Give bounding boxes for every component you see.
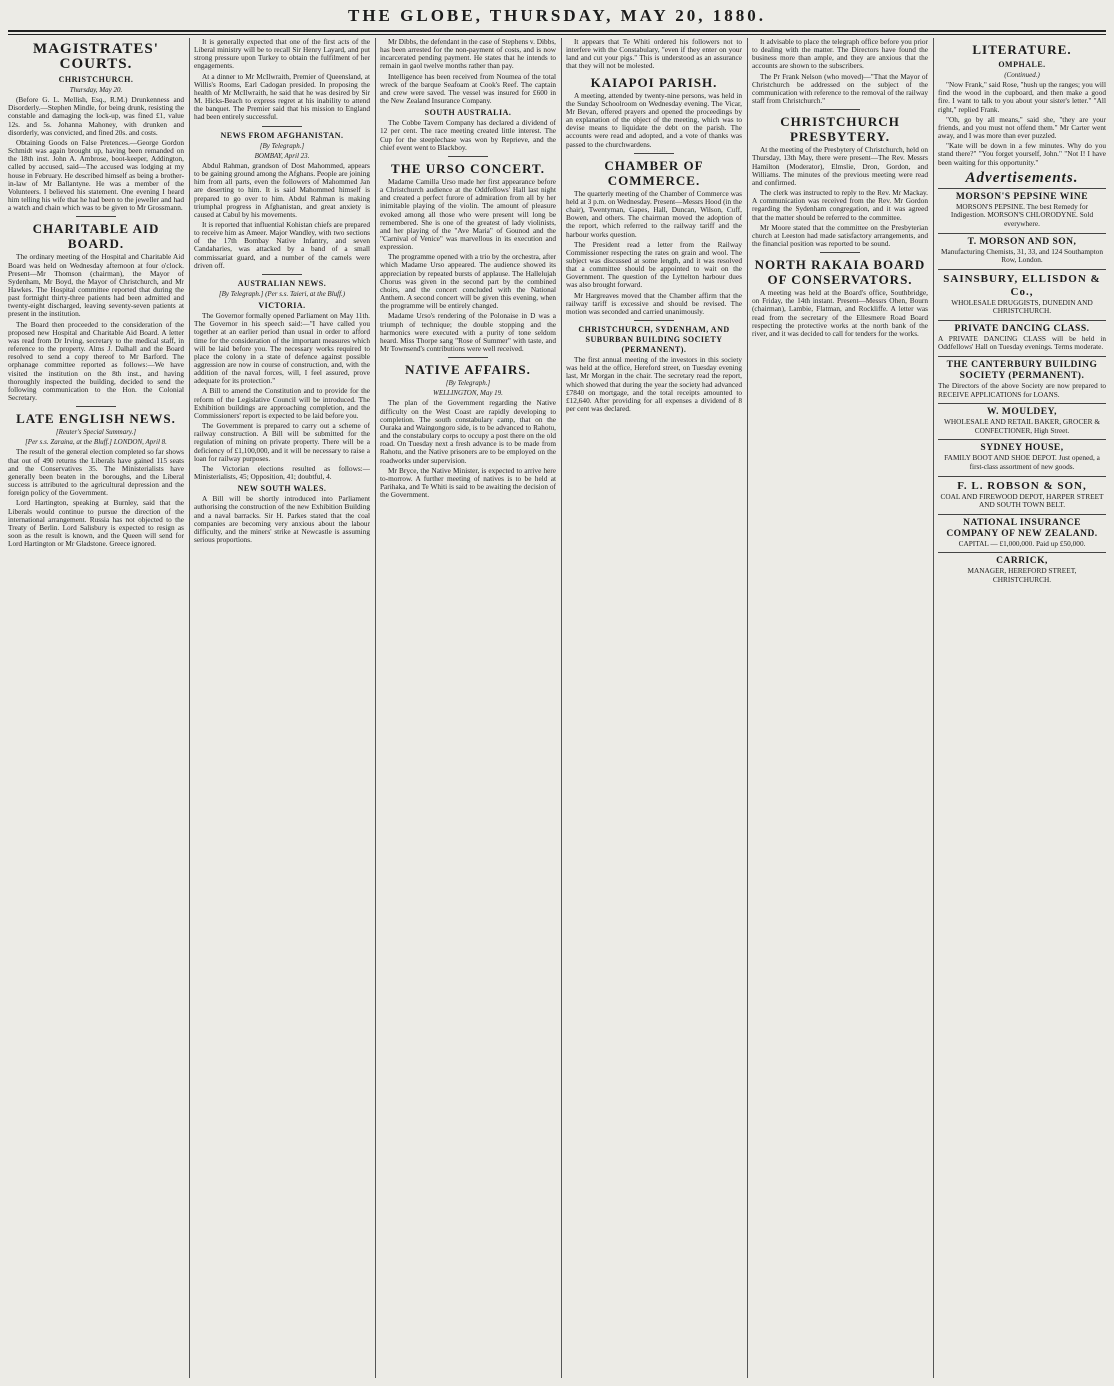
column-divider [933,38,934,1378]
section-heading: AUSTRALIAN NEWS. [237,278,327,288]
article-paragraph: At the meeting of the Presbytery of Christchurch, held on Thursday, 13th May, there were present—The Rev. Messrs Hamilton (Moderator), Elmslie, Dron, Gordon, and Williams. The minutes of the previous meeting were read and confirmed. [752,145,928,187]
dateline: [By Telegraph.] [445,379,491,388]
dateline: [Reuter's Special Summary.] [55,428,137,437]
advertisement [938,233,1106,269]
ad-title: CARRICK, [996,556,1048,567]
column-divider [189,38,190,1378]
section-heading: KAIAPOI PARISH. [590,74,718,90]
dateline: [By Telegraph.] (Per s.s. Taieri, at the Bluff.) [218,289,346,298]
article-paragraph: It advisable to place the telegraph office before you prior to dealing with the matter. The Directors have found the business more than ample, and they are anxious that the accounts are shown to the subscribers. [752,38,928,71]
article-paragraph: The plan of the Government regarding the Native difficulty on the West Coast are rapidly developing to completion. The south constabulary camp, that on the Ouraka and Waingongoro side, is to be advanced to Rahotu, and the constabulary corps to occupy a post there on the old road. On Tuesday next a fresh advance is to be made from Rahotu, and the Native prisoners are to be employed on the roadworks under supervision. [380,398,556,465]
article-paragraph: A Bill will be shortly introduced into Parliament authorising the construction of the new Exhibition Building and a naval barracks. Sir H. Parkes stated that the coal companies are becoming very anxious about the labour difficulty, and the miners' strike at Newcastle is assuming serious proportions. [194,494,370,544]
column-3 [380,38,556,1378]
ad-title: THE CANTERBURY BUILDING SOCIETY (PERMANENT). [946,360,1098,382]
article-paragraph: At a dinner to Mr McIlwraith, Premier of Queensland, at Willis's Rooms, Earl Cadogan presided. In proposing the health of Mr McIlwraith, he said that he was desired by Sir M. Hicks-Beach to express regret at his inability to attend the banquet. The Premier said that his mission to England had been entirely successful. [194,71,370,122]
article-paragraph: The quarterly meeting of the Chamber of Commerce was held at 3 p.m. on Wednesday. Present—Messrs Hood (in the chair), Twentyman, Gapes, Hall, Duncan, Wilson, Cuff, Bowen, and others. The chairman moved the adoption of the report, which referred to the railway tariff and the harbour works question. [566,188,742,239]
subheading: NEW SOUTH WALES. [237,484,327,494]
column-divider [561,38,562,1378]
separator [76,406,116,407]
article-paragraph: A Bill to amend the Constitution and to provide for the reform of the Legislative Council will be introduced. The Exhibition buildings are approaching completion, and the Commissioners' report is expected to be laid before you. [194,386,370,420]
article-paragraph: The President read a letter from the Railway Commissioner respecting the rates on grain and wool. The subject was discussed at some length, and it was resolved that a committee should be appointed to wait on the Government. The question of the Lyttelton harbour dues was also brought forward. [566,239,742,290]
section-heading: THE URSO CONCERT. [391,160,545,176]
article-paragraph: "Kate will be down in a few minutes. Why do you stand there?" "You forget yourself, John." "Not I! I have been waiting for this opportunity." [938,141,1106,167]
ad-body: MANAGER, HEREFORD STREET, CHRISTCHURCH. [967,566,1077,584]
column-5 [752,38,928,1378]
section-heading: CHARITABLE AID BOARD. [32,221,160,252]
section-heading: CHRISTCHURCH, SYDENHAM, AND SUBURBAN BUILDING SOCIETY (PERMANENT). [578,325,730,355]
subheading: CHRISTCHURCH. [58,75,134,84]
article-paragraph: Lord Hartington, speaking at Burnley, said that the Liberals would continue to pursue the direction of the international arrangement. Russia has not objected to the Treaty of Berlin. Lord Salisbury is expected to resign as soon as the result is known, and the Queen will send for Lord Hartington or Mr Gladstone. Greece ignored. [8,498,184,549]
dateline: (Continued.) [1004,71,1040,79]
separator [634,320,674,321]
column-4 [566,38,742,1378]
article-paragraph: A meeting was held at the Board's office, Southbridge, on Friday, the 14th instant. Present—Messrs Ohen, Bourn (chairman), Lambie, Flatman, and Rockliffe. A letter was read from the secretary of the Ellesmere Road Board respecting the protective works at the north bank of the river, and it was decided to call for tenders for the works. [752,288,928,338]
masthead: THE GLOBE, THURSDAY, MAY 20, 1880. [348,6,766,25]
advertisement [938,552,1106,588]
ad-title: SAINSBURY, ELLISDON & Co., [943,272,1101,298]
article-paragraph: Mr Hargreaves moved that the Chamber affirm that the railway tariff is excessive and should be revised. The motion was seconded and carried unanimously. [566,290,742,316]
advertisement [938,320,1106,356]
article-paragraph: Abdul Rahman, grandson of Dost Mahommed, appears to be gaining ground among the Afghans. People are joining him from all parts, even the followers of Mahommed Jan are deserting to him. It is said Mahommed himself is prepared to go over to him. Abdul Rahman is making triumphal progress in Afghanistan, and great anxiety is caused at Cabul by his movements. [194,160,370,219]
subheading: SOUTH AUSTRALIA. [424,108,512,118]
article-paragraph: Mr Moore stated that the committee on the Presbyterian church at Leeston had made satisfactory arrangements, and the financial position was reported to be sound. [752,222,928,248]
section-heading: Advertisements. [965,169,1079,186]
article-paragraph: The Victorian elections resulted as follows:—Ministerialists, 45; Opposition, 41; doubtful, 4. [194,463,370,482]
ad-title: PRIVATE DANCING CLASS. [954,323,1090,334]
advertisement [938,514,1106,553]
column-divider [747,38,748,1378]
section-heading: NEWS FROM AFGHANISTAN. [220,130,344,140]
ad-title: T. MORSON AND SON, [967,236,1077,247]
article-paragraph: The ordinary meeting of the Hospital and Charitable Aid Board was held on Wednesday afternoon at four o'clock. Present—Mr Thomson (chairman), the Mayor of Sydenham, Mr Boyd, the Mayor of Christchurch, and Mr Hawkes. The Hospital committee reported that during the past fortnight thirty-three patients had been admitted and twenty-eight discharged, leaving seventy-seven patients at present in the institution. [8,252,184,319]
advertisement [938,403,1106,439]
masthead-rule [8,30,1106,32]
article-paragraph: A meeting, attended by twenty-nine persons, was held in the Sunday Schoolroom on Wednesday evening. The Vicar, Mr Bevan, offered prayers and opened the proceedings by an explanation of the object of the meeting, which was to devise means to liquidate the debt on the parish. The accounts were read and adopted, and a vote of thanks was passed to the churchwardens. [566,90,742,149]
separator [448,156,488,157]
advertisement [938,476,1106,514]
section-heading: LITERATURE. [972,42,1072,57]
columns [8,38,1106,1378]
dateline: WELLINGTON, May 19. [433,389,503,398]
ad-body: WHOLESALE DRUGGISTS, DUNEDIN AND CHRISTCHURCH. [951,297,1093,316]
section-heading: NATIVE AFFAIRS. [405,362,531,378]
article-paragraph: The Board then proceeded to the consideration of the proposed new Hospital and Charitable Aid Board. A letter was read from Dr Irving, secretary to the medical staff, in reference to the property. Alms J. Dalhall and the Board resolved to send a copy thereof to Mr Barford. The orphanage committee reported as follows:—We have visited the institution on the 8th inst., and having thoroughly inspected the building, decided to send the following communication to the Hon. the Colonial Secretary. [8,319,184,402]
article-paragraph: (Before G. L. Mellish, Esq., R.M.) Drunkenness and Disorderly.—Stephen Mindle, for being drunk, resisting the constable and damaging the lock-up, was fined £1, value 12s. and 5s. Johanna Mahoney, with drunken and disorderly, was convicted, and fined 20s. and costs. [8,95,184,137]
article-paragraph: "Now Frank," said Rose, "hush up the ranges; you will find the wood in the cupboard, and then make a good fire. I want to talk to you about your sister's letter." "All right," replied Frank. [938,80,1106,114]
separator [820,252,860,253]
dateline: BOMBAY, April 23. [254,151,310,160]
section-heading: MAGISTRATES' COURTS. [33,41,159,72]
section-heading: LATE ENGLISH NEWS. [16,411,176,427]
ad-title: F. L. ROBSON & SON, [957,479,1087,492]
separator [634,153,674,154]
advertisement [938,356,1106,403]
subheading: OMPHALE. [998,60,1046,69]
ad-title: SYDNEY HOUSE, [980,443,1064,454]
article-paragraph: The Pr Frank Nelson (who moved)—"That the Mayor of Christchurch be addressed on the subject of the communication with reference to the removal of the railway staff from Christchurch." [752,71,928,106]
separator [262,274,302,275]
article-paragraph: The Governor formally opened Parliament on May 11th. The Governor in his speech said:—"I have called you together at an earlier period than usual in order to afford time for the consideration of the important measures which will be laid before you. The necessary works required to place the colony in a state of defence against possible aggression are now in course of construction, and, with the addition of the naval forces, will, I feel assured, prove adequate for its protection." [194,311,370,386]
separator [262,126,302,127]
column-1 [8,38,184,1378]
article-paragraph: "Oh, go by all means," said she, "they are your friends, and you must not offend them." Mr Carter went away, and I was more than ever puzzled. [938,114,1106,141]
article-paragraph: The clerk was instructed to reply to the Rev. Mr Mackay. A communication was received from the Rev. Mr Gordon regarding the Sydenham congregation, and it was agreed that the matter should be referred to the committee. [752,188,928,222]
article-paragraph: Intelligence has been received from Noumea of the total wreck of the barque Seafoam at Cook's Reef. The captain and crew were saved. The vessel was insured for £600 in the New Zealand Insurance Company. [380,71,556,106]
dateline: [Per s.s. Zaraina, at the Bluff.] LONDON, April 8. [25,438,167,447]
advertisement [938,188,1106,233]
advertisement [938,269,1106,320]
ad-title: MORSON'S PEPSINE WINE [955,191,1089,202]
article-paragraph: Mr Bryce, the Native Minister, is expected to arrive here to-morrow. A further meeting of natives is to be held at Parihaka, and Te Whiti is said to be awaiting the decision of the Government. [380,465,556,500]
column-divider [375,38,376,1378]
ad-body: The Directors of the above Society are now prepared to RECEIVE APPLICATIONS for LOANS. [938,381,1106,399]
advertisement [938,439,1106,475]
article-paragraph: The first annual meeting of the investors in this society was held at the office, Hereford street, on Tuesday evening last, Mr Morgan in the chair. The secretary read the report, which showed that during the year the society had advanced £7840 on mortgage, and the total receipts amounted to £12,640. After providing for all expenses a dividend of 8 per cent was declared. [566,355,742,413]
article-paragraph: The programme opened with a trio by the orchestra, after which Madame Urso appeared. The audience showed its appreciation by repeated bursts of applause. The Hallelujah Chorus was given in the second part by the combined choirs, and the concert concluded with the National Anthem. A second concert will be given this evening, when the programme will be entirely changed. [380,252,556,311]
separator [820,109,860,110]
article-paragraph: It appears that Te Whiti ordered his followers not to interfere with the Constabulary, "even if they enter on your land and cut your pigs." This is understood as an assurance that they will not be molested. [566,38,742,71]
masthead-rule-thin [8,34,1106,35]
article-paragraph: The Cobbe Tavern Company has declared a dividend of 12 per cent. The race meeting created little interest. The Cup for the steeplechase was won by Reprieve, and the chief event went to Blackboy. [380,118,556,152]
article-paragraph: The Government is prepared to carry out a scheme of railway construction. A Bill will be submitted for the regulation of mining on private property. There will be a deficiency of £1,100,000, and it will be necessary to raise a loan for railway purposes. [194,421,370,463]
dateline: [By Telegraph.] [259,141,305,150]
ad-body: FAMILY BOOT AND SHOE DEPOT. Just opened, a first-class assortment of new goods. [944,453,1100,472]
article-paragraph: It is generally expected that one of the first acts of the Liberal ministry will be to recall Sir Henry Layard, and put strong pressure upon Turkey to obtain the fulfilment of her engagements. [194,38,370,71]
column-2 [194,38,370,1378]
ad-body: CAPITAL — £1,000,000. Paid up £50,000. [958,538,1086,548]
ad-body: Manufacturing Chemists, 31, 33, and 124 Southampton Row, London. [941,246,1103,265]
subheading: VICTORIA. [258,301,306,311]
section-heading: NORTH RAKAIA BOARD OF CONSERVATORS. [754,257,926,288]
article-paragraph: The result of the general election completed so far shows that out of 490 returns the Liberals have gained 115 seats and the Conservatives 35. The Ministerialists have generally been beaten in the boroughs, and the Liberal success is attributed to the agricultural depression and the foreign policy of the Government. [8,447,184,498]
ad-body: MORSON'S PEPSINE. The best Remedy for Indigestion. MORSON'S CHLORODYNE. Sold everywhere. [950,201,1094,228]
article-paragraph: Madame Camilla Urso made her first appearance before a Christchurch audience at the Oddfellows' Hall last night and created a perfect furore of admiration from all by her inimitable playing of the violin. The amount of pleasure evoked among all those who were present will long be remembered. She is one of the greatest of lady violinists, and her playing of the "Ave Maria" of Gounod and the "Carnival of Venice" was marvellous in its execution and expression. [380,176,556,252]
article-paragraph: It is reported that influential Kohistan chiefs are prepared to receive him as Ameer. Major Wandley, with two sections of the 17th Bombay Native Infantry, and seven Candaharies, was attacked by a band of a small commissariat guard, and a number of the camels were driven off. [194,219,370,270]
separator [448,357,488,358]
ad-body: COAL AND FIREWOOD DEPOT, HARPER STREET AND SOUTH TOWN BELT. [940,491,1104,510]
ad-title: W. MOULDEY, [987,407,1057,418]
ad-body: WHOLESALE AND RETAIL BAKER, GROCER & CONFECTIONER, High Street. [943,417,1101,435]
article-paragraph: Madame Urso's rendering of the Polonaise in D was a triumph of technique; the double stopping and the harmonics were executed with a purity of tone seldom heard. Miss Thorpe sang "Rose of Summer" with taste, and Mr Townsend's contributions were well received. [380,311,556,353]
ad-title: NATIONAL INSURANCE COMPANY OF NEW ZEALAND. [946,517,1098,539]
column-6 [938,38,1106,1378]
section-heading: CHRISTCHURCH PRESBYTERY. [780,114,900,145]
article-paragraph: Obtaining Goods on False Pretences.—George Gordon Schmidt was again brought up, having been remanded on the 18th inst. John A. Ambrose, boot-keeper, Addington, called by accused, said—The accused was lodging at my house in February. He described himself as being a brother-in-law of Mr Ballantyne. He was a member of the Volunteers. I believed his statement. One evening I heard him telling his wife that he had been to the jeweller and had a watch and chain which was to be given to Mr Grossmann. [8,137,184,213]
ad-body: A PRIVATE DANCING CLASS will be held in Oddfellows' Hall on Tuesday evenings. Terms moderate. [938,333,1106,352]
dateline: Thursday, May 20. [69,86,123,94]
article-paragraph: Mr Dibbs, the defendant in the case of Stephens v. Dibbs, has been arrested for the non-payment of costs, and is now incarcerated pending payment. He states that he intends to remain in gaol twelve months rather than pay. [380,38,556,71]
section-heading: CHAMBER OF COMMERCE. [604,157,704,188]
separator [76,216,116,217]
